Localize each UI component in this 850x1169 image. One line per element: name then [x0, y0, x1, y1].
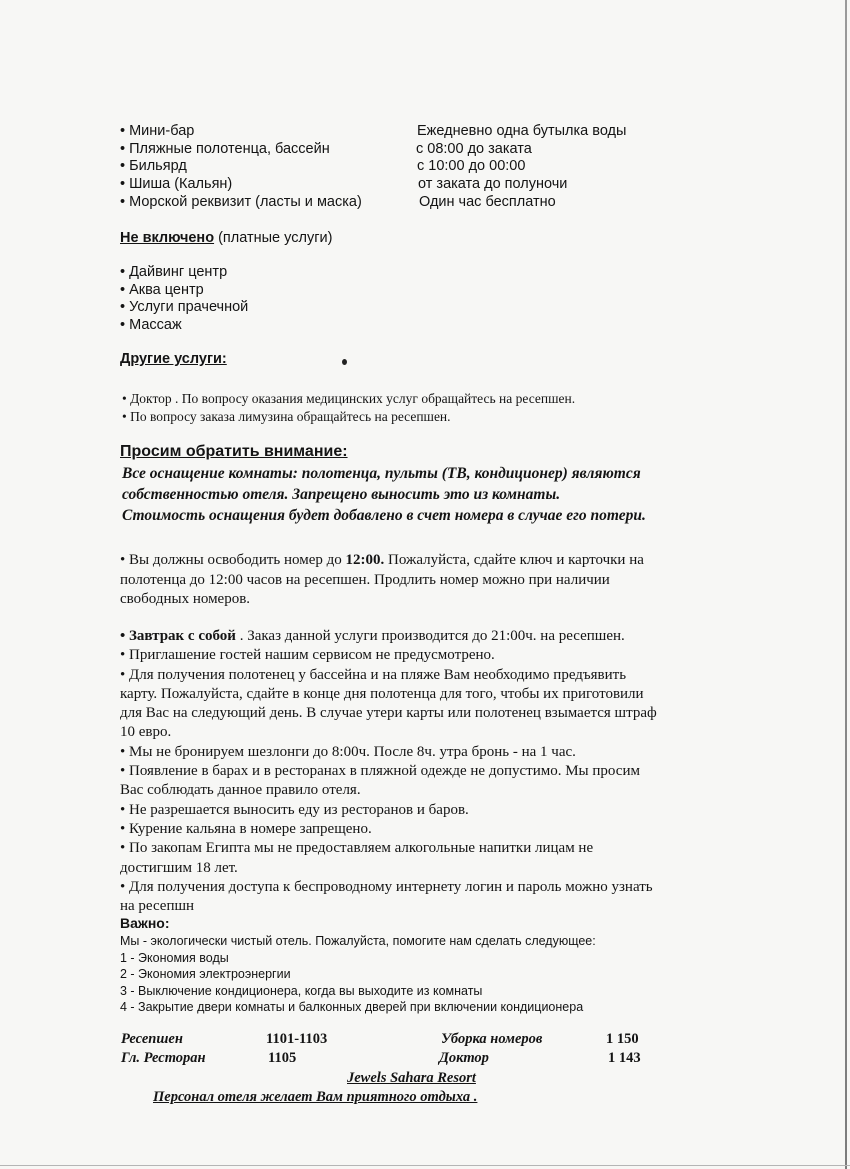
- rule-line: карту. Пожалуйста, сдайте в конце дня полотенца для того, чтобы их приготовили: [120, 685, 644, 702]
- checkout-text: Пожалуйста, сдайте ключ и карточки на: [384, 552, 644, 568]
- rules-list: [120, 627, 720, 916]
- farewell-message: Персонал отеля желает Вам приятного отдыха .: [153, 1089, 478, 1105]
- amenity-name: • Мини-бар: [120, 123, 195, 139]
- list-item: • Доктор . По вопросу оказания медицинских услуг обращайтесь на ресепшен.: [122, 391, 576, 406]
- amenity-hours: Ежедневно одна бутылка воды: [417, 123, 627, 139]
- important-intro: Мы - экологически чистый отель. Пожалуйста, помогите нам сделать следующее:: [120, 934, 596, 948]
- checkout-line: полотенца до 12:00 часов на ресепшен. Продлить номер можно при наличии: [120, 571, 610, 588]
- list-item: 1 - Экономия воды: [120, 950, 229, 965]
- list-item: • Услуги прачечной: [120, 299, 249, 315]
- not-included-heading: [120, 230, 332, 246]
- rule-line: [120, 627, 720, 646]
- amenity-name: • Бильярд: [120, 158, 187, 174]
- breakfast-label: • Завтрак с собой: [120, 628, 236, 644]
- rule-line: • Не разрешается выносить еду из ресторанов и баров.: [120, 801, 469, 818]
- rule-line: • Курение кальяна в номере запрещено.: [120, 820, 372, 837]
- amenity-hours: от заката до полуночи: [418, 176, 568, 192]
- contact-label: Ресепшен: [121, 1031, 183, 1047]
- checkout-text: • Вы должны освободить номер до: [120, 552, 346, 568]
- not-included-title: Не включено: [120, 230, 215, 246]
- contact-number: 1 143: [608, 1050, 641, 1066]
- not-included-subtitle: (платные услуги): [214, 230, 333, 246]
- amenity-hours: Один час бесплатно: [419, 194, 556, 210]
- rule-line: для Вас на следующий день. В случае утери карты или полотенец взымается штраф: [120, 705, 657, 722]
- list-item: • По вопросу заказа лимузина обращайтесь на ресепшен.: [122, 409, 451, 424]
- breakfast-text: . Заказ данной услуги производится до 21:00ч. на ресепшен.: [235, 628, 625, 644]
- important-list: [120, 933, 596, 1016]
- contact-number: 1101-1103: [266, 1031, 328, 1047]
- rule-line: 10 евро.: [120, 724, 172, 741]
- list-item: • Массаж: [120, 316, 182, 333]
- other-services-list: [122, 390, 575, 426]
- rule-line: достигшим 18 лет.: [120, 859, 238, 876]
- not-included-list: [120, 264, 248, 334]
- rule-line: • Приглашение гостей нашим сервисом не предусмотрено.: [120, 647, 495, 664]
- attention-line: Стоимость оснащения будет добавлено в счет номера в случае его потери.: [122, 507, 646, 524]
- checkout-line: свободных номеров.: [120, 591, 251, 607]
- rule-line: • Для получения полотенец у бассейна и на пляже Вам необходимо предъявить: [120, 666, 627, 683]
- scan-speck: [342, 359, 347, 365]
- rule-line: • По закопам Египта мы не предоставляем алкогольные напитки лицам не: [120, 840, 594, 857]
- rule-line: • Для получения доступа к беспроводному интернету логин и пароль можно узнать: [120, 878, 653, 895]
- rule-line: на ресепшн: [120, 898, 195, 915]
- list-item: • Дайвинг центр: [120, 264, 228, 280]
- attention-line: Все оснащение комнаты: полотенца, пульты (ТВ, кондиционер) являются: [122, 465, 641, 482]
- contact-label: Гл. Ресторан: [121, 1050, 206, 1066]
- list-item: 4 - Закрытие двери комнаты и балконных дверей при включении кондиционера: [120, 1000, 584, 1014]
- rule-line: • Появление в барах и в ресторанах в пляжной одежде не допустимо. Мы просим: [120, 763, 640, 780]
- other-services-title: Другие услуги:: [120, 351, 227, 367]
- contact-label: Уборка номеров: [441, 1031, 543, 1047]
- rule-line: • Мы не бронируем шезлонги до 8:00ч. После 8ч. утра бронь - на 1 час.: [120, 743, 576, 760]
- page-edge-bottom: [0, 1165, 850, 1166]
- checkout-time: 12:00.: [345, 552, 385, 568]
- contact-number: 1 150: [606, 1031, 639, 1047]
- amenity-name: • Пляжные полотенца, бассейн: [120, 141, 330, 157]
- checkout-paragraph: [120, 551, 720, 610]
- attention-title: Просим обратить внимание:: [120, 443, 348, 460]
- attention-line: собственностью отеля. Запрещено выносить это из комнаты.: [122, 486, 561, 503]
- amenity-name: • Морской реквизит (ласты и маска): [120, 194, 362, 210]
- resort-name: Jewels Sahara Resort: [347, 1070, 476, 1086]
- amenity-hours: с 10:00 до 00:00: [417, 158, 526, 174]
- attention-text: [122, 463, 646, 526]
- important-title: Важно:: [120, 915, 170, 931]
- list-item: • Аква центр: [120, 281, 204, 298]
- contact-number: 1105: [268, 1050, 297, 1066]
- list-item: 3 - Выключение кондиционера, когда вы выходите из комнаты: [120, 983, 483, 998]
- amenity-name: • Шиша (Кальян): [120, 176, 233, 192]
- contact-label: Доктор: [439, 1050, 489, 1066]
- list-item: 2 - Экономия электроэнергии: [120, 967, 291, 981]
- page-edge: [845, 0, 847, 1169]
- amenity-hours: с 08:00 до заката: [416, 141, 532, 157]
- checkout-line: [120, 551, 720, 571]
- rule-line: Вас соблюдать данное правило отеля.: [120, 782, 361, 799]
